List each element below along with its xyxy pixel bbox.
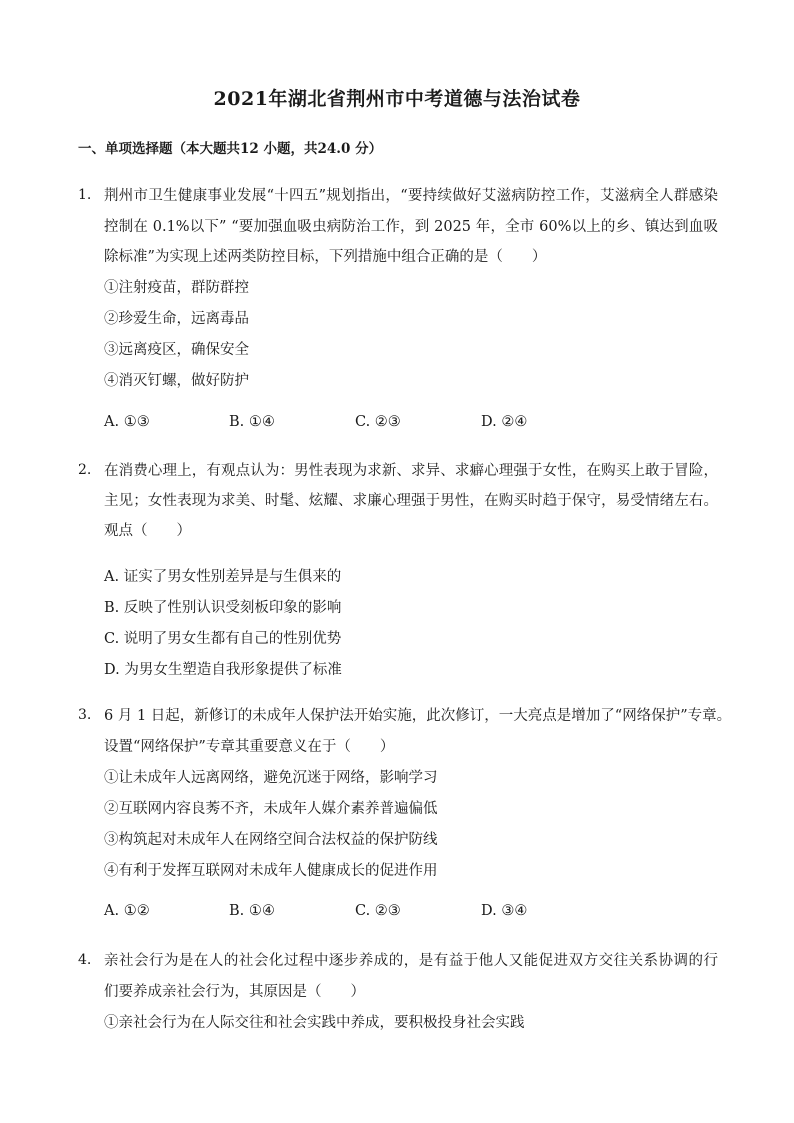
question-4-item-1: ①亲社会行为在人际交往和社会实践中养成，要积极投身社会实践: [104, 1015, 525, 1031]
question-3-line-1: 6 月 1 日起，新修订的未成年人保护法开始实施，此次修订，一大亮点是增加了“网络保护”专章。: [104, 708, 732, 724]
question-2-option-a[interactable]: A. 证实了男女性别差异是与生俱来的: [104, 569, 342, 585]
question-3-number: 3.: [78, 707, 92, 723]
question-3-option-c[interactable]: C. ②③: [355, 903, 401, 919]
question-1-line-1: 荆州市卫生健康事业发展“十四五”规划指出，“要持续做好艾滋病防控工作，艾滋病全人群感染: [104, 188, 718, 204]
question-2-option-d[interactable]: D. 为男女生塑造自我形象提供了标准: [104, 662, 342, 678]
section-heading: 一、单项选择题（本大题共12 小题，共24.0 分）: [78, 141, 383, 157]
question-3-item-2: ②互联网内容良莠不齐，未成年人媒介素养普遍偏低: [104, 801, 438, 817]
question-3-options: [104, 903, 644, 925]
question-1-item-1: ①注射疫苗，群防群控: [104, 280, 249, 296]
question-1-option-c[interactable]: C. ②③: [355, 414, 401, 430]
question-3-option-d[interactable]: D. ③④: [481, 903, 528, 919]
question-2-line-1: 在消费心理上，有观点认为：男性表现为求新、求异、求癖心理强于女性，在购买上敢于冒险，: [104, 463, 718, 479]
question-2-option-c[interactable]: C. 说明了男女生都有自己的性别优势: [104, 631, 342, 647]
question-3-option-a[interactable]: A. ①②: [104, 903, 150, 919]
question-2-number: 2.: [78, 462, 92, 478]
question-1-number: 1.: [78, 187, 92, 203]
question-1-line-2: 控制在 0.1%以下” “要加强血吸虫病防治工作，到 2025 年，全市 60%以上的乡、镇达到血吸: [104, 219, 718, 235]
exam-title: 2021年湖北省荆州市中考道德与法治试卷: [213, 88, 581, 110]
question-3-item-3: ③构筑起对未成年人在网络空间合法权益的保护防线: [104, 832, 438, 848]
question-3-option-b[interactable]: B. ①④: [229, 903, 275, 919]
question-4-number: 4.: [78, 952, 92, 968]
question-4-line-1: 亲社会行为是在人的社会化过程中逐步养成的，是有益于他人又能促进双方交往关系协调的行: [104, 953, 718, 969]
question-2-option-b[interactable]: B. 反映了性别认识受刻板印象的影响: [104, 600, 342, 616]
question-1-item-2: ②珍爱生命，远离毒品: [104, 311, 249, 327]
question-1-option-b[interactable]: B. ①④: [229, 414, 275, 430]
question-1-item-3: ③远离疫区，确保安全: [104, 342, 249, 358]
question-3-item-4: ④有利于发挥互联网对未成年人健康成长的促进作用: [104, 863, 438, 879]
question-1-option-d[interactable]: D. ②④: [481, 414, 528, 430]
question-3-item-1: ①让未成年人远离网络，避免沉迷于网络，影响学习: [104, 770, 438, 786]
question-1-option-a[interactable]: A. ①③: [104, 414, 150, 430]
question-2-line-2: 主见；女性表现为求美、时髦、炫耀、求廉心理强于男性，在购买时趋于保守，易受情绪左右。: [104, 493, 718, 509]
question-1-options: [104, 414, 644, 436]
question-1-line-3: 除标准”为实现上述两类防控目标，下列措施中组合正确的是（ ）: [104, 249, 547, 265]
question-4-line-2: 们要养成亲社会行为，其原因是（ ）: [104, 984, 365, 1000]
question-2-line-3: 观点（ ）: [104, 523, 191, 539]
question-3-line-2: 设置“网络保护”专章其重要意义在于（ ）: [104, 739, 395, 755]
question-1-item-4: ④消灭钉螺，做好防护: [104, 373, 249, 389]
